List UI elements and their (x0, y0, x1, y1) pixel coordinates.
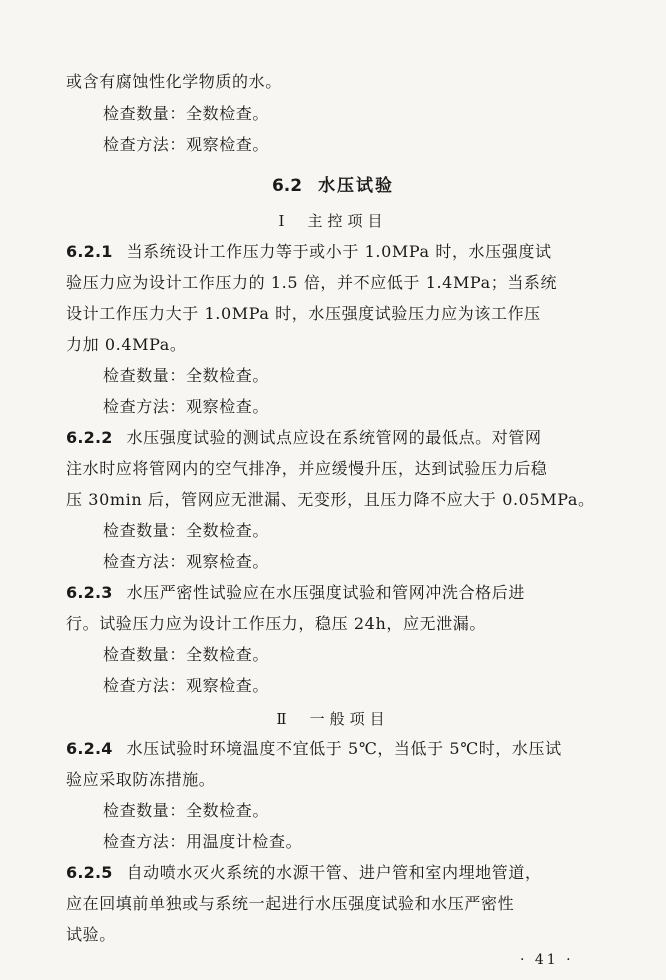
clause-622-line (66, 427, 542, 449)
clause-622-line: 注水时应将管网内的空气排净，并应缓慢升压，达到试验压力后稳 (66, 459, 548, 478)
subsection-title: 主控项目 (307, 212, 388, 230)
clause-text: 当系统设计工作压力等于或小于 1.0MPa 时，水压强度试 (126, 242, 552, 261)
clause-text: 水压严密性试验应在水压强度试验和管网冲洗合格后进 (126, 583, 525, 602)
subsection-heading-2 (0, 708, 666, 730)
clause-number: 6.2.5 (66, 863, 113, 882)
inspect-quantity: 检查数量：全数检查。 (103, 801, 270, 820)
inspect-quantity: 检查数量：全数检查。 (103, 521, 270, 540)
subsection-numeral: Ⅰ (278, 212, 290, 230)
subsection-title: 一般项目 (309, 710, 390, 728)
inspect-method: 检查方法：用温度计检查。 (103, 832, 303, 851)
clause-625-line: 应在回填前单独或与系统一起进行水压强度试验和水压严密性 (66, 894, 515, 913)
clause-text: 水压试验时环境温度不宜低于 5℃，当低于 5℃时，水压试 (126, 739, 562, 758)
inspect-quantity: 检查数量：全数检查。 (103, 104, 270, 123)
clause-number: 6.2.2 (66, 428, 113, 447)
clause-625-line: 试验。 (66, 925, 116, 944)
clause-623-line (66, 582, 525, 604)
section-number: 6.2 (271, 176, 303, 196)
inspect-quantity: 检查数量：全数检查。 (103, 645, 270, 664)
inspect-method: 检查方法：观察检查。 (103, 397, 270, 416)
clause-621-line (66, 241, 552, 263)
clause-621-line: 设计工作压力大于 1.0MPa 时，水压强度试验压力应为该工作压 (66, 304, 541, 323)
clause-text: 自动喷水灭火系统的水源干管、进户管和室内埋地管道， (126, 863, 542, 882)
clause-number: 6.2.4 (66, 739, 113, 758)
clause-number: 6.2.3 (66, 583, 113, 602)
clause-623-line: 行。试验压力应为设计工作压力，稳压 24h，应无泄漏。 (66, 614, 486, 633)
continuation-line: 或含有腐蚀性化学物质的水。 (66, 72, 282, 91)
clause-621-line: 验压力应为设计工作压力的 1.5 倍，并不应低于 1.4MPa；当系统 (66, 273, 558, 292)
clause-624-line (66, 738, 562, 760)
subsection-numeral: Ⅱ (276, 710, 292, 728)
clause-622-line: 压 30min 后，管网应无泄漏、无变形，且压力降不应大于 0.05MPa。 (66, 490, 595, 509)
subsection-heading-1 (0, 210, 666, 232)
inspect-quantity: 检查数量：全数检查。 (103, 366, 270, 385)
section-title: 水压试验 (318, 176, 395, 196)
clause-624-line: 验应采取防冻措施。 (66, 770, 216, 789)
inspect-method: 检查方法：观察检查。 (103, 552, 270, 571)
clause-625-line (66, 862, 542, 884)
clause-621-line: 力加 0.4MPa。 (66, 335, 187, 354)
clause-number: 6.2.1 (66, 242, 113, 261)
page-number: · 41 · (520, 952, 574, 968)
section-heading (0, 174, 666, 198)
inspect-method: 检查方法：观察检查。 (103, 676, 270, 695)
clause-text: 水压强度试验的测试点应设在系统管网的最低点。对管网 (126, 428, 542, 447)
inspect-method: 检查方法：观察检查。 (103, 135, 270, 154)
